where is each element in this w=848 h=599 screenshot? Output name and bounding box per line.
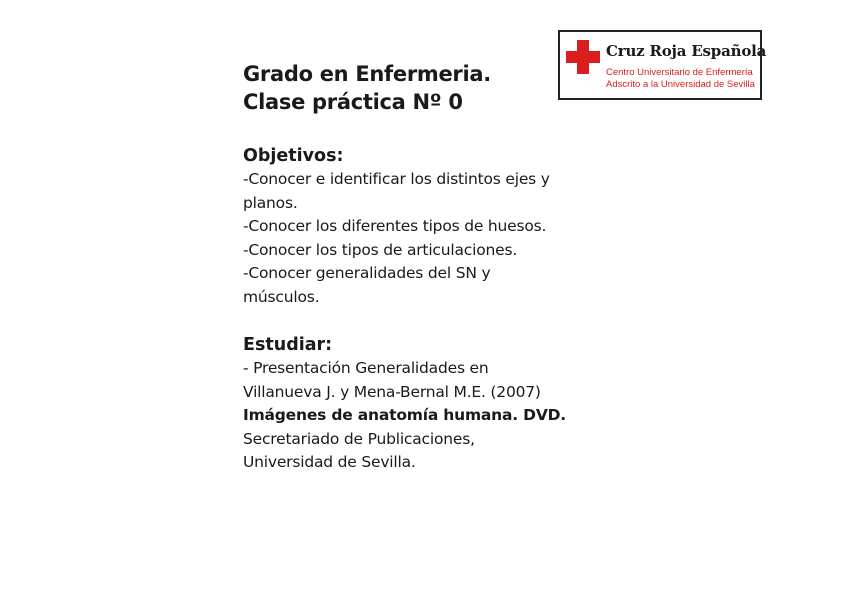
estudiar-line: Secretariado de Publicaciones, — [243, 429, 475, 448]
objetivos-line: -Conocer e identificar los distintos ejes y — [243, 170, 550, 188]
logo-name: Cruz Roja Española — [606, 42, 767, 60]
estudiar-line-bold: Imágenes de anatomía humana. DVD. — [243, 406, 566, 424]
objetivos-heading: Objetivos: — [243, 146, 344, 166]
estudiar-line: - Presentación Generalidades en — [243, 359, 489, 377]
slide-content — [243, 60, 583, 475]
objetivos-line: -Conocer los tipos de articulaciones. — [243, 240, 518, 259]
objetivos-line: planos. — [243, 193, 298, 212]
logo-subtitle-line1: Centro Universitario de Enfermería — [606, 67, 753, 78]
spacer — [243, 309, 583, 333]
estudiar-line: Universidad de Sevilla. — [243, 453, 416, 471]
estudiar-line: Villanueva J. y Mena-Bernal M.E. (2007) — [243, 382, 541, 401]
estudiar-heading: Estudiar: — [243, 335, 333, 355]
title-line1: Grado en Enfermeria. — [243, 62, 491, 86]
objetivos-line: -Conocer generalidades del SN y — [243, 264, 491, 282]
objetivos-line: -Conocer los diferentes tipos de huesos. — [243, 217, 547, 235]
cruz-roja-logo — [558, 30, 767, 100]
logo-subtitle-line2: Adscrito a la Universidad de Sevilla — [606, 79, 755, 90]
objetivos-line: músculos. — [243, 287, 320, 306]
title-line2: Clase práctica Nº 0 — [243, 90, 463, 114]
spacer — [243, 116, 583, 144]
